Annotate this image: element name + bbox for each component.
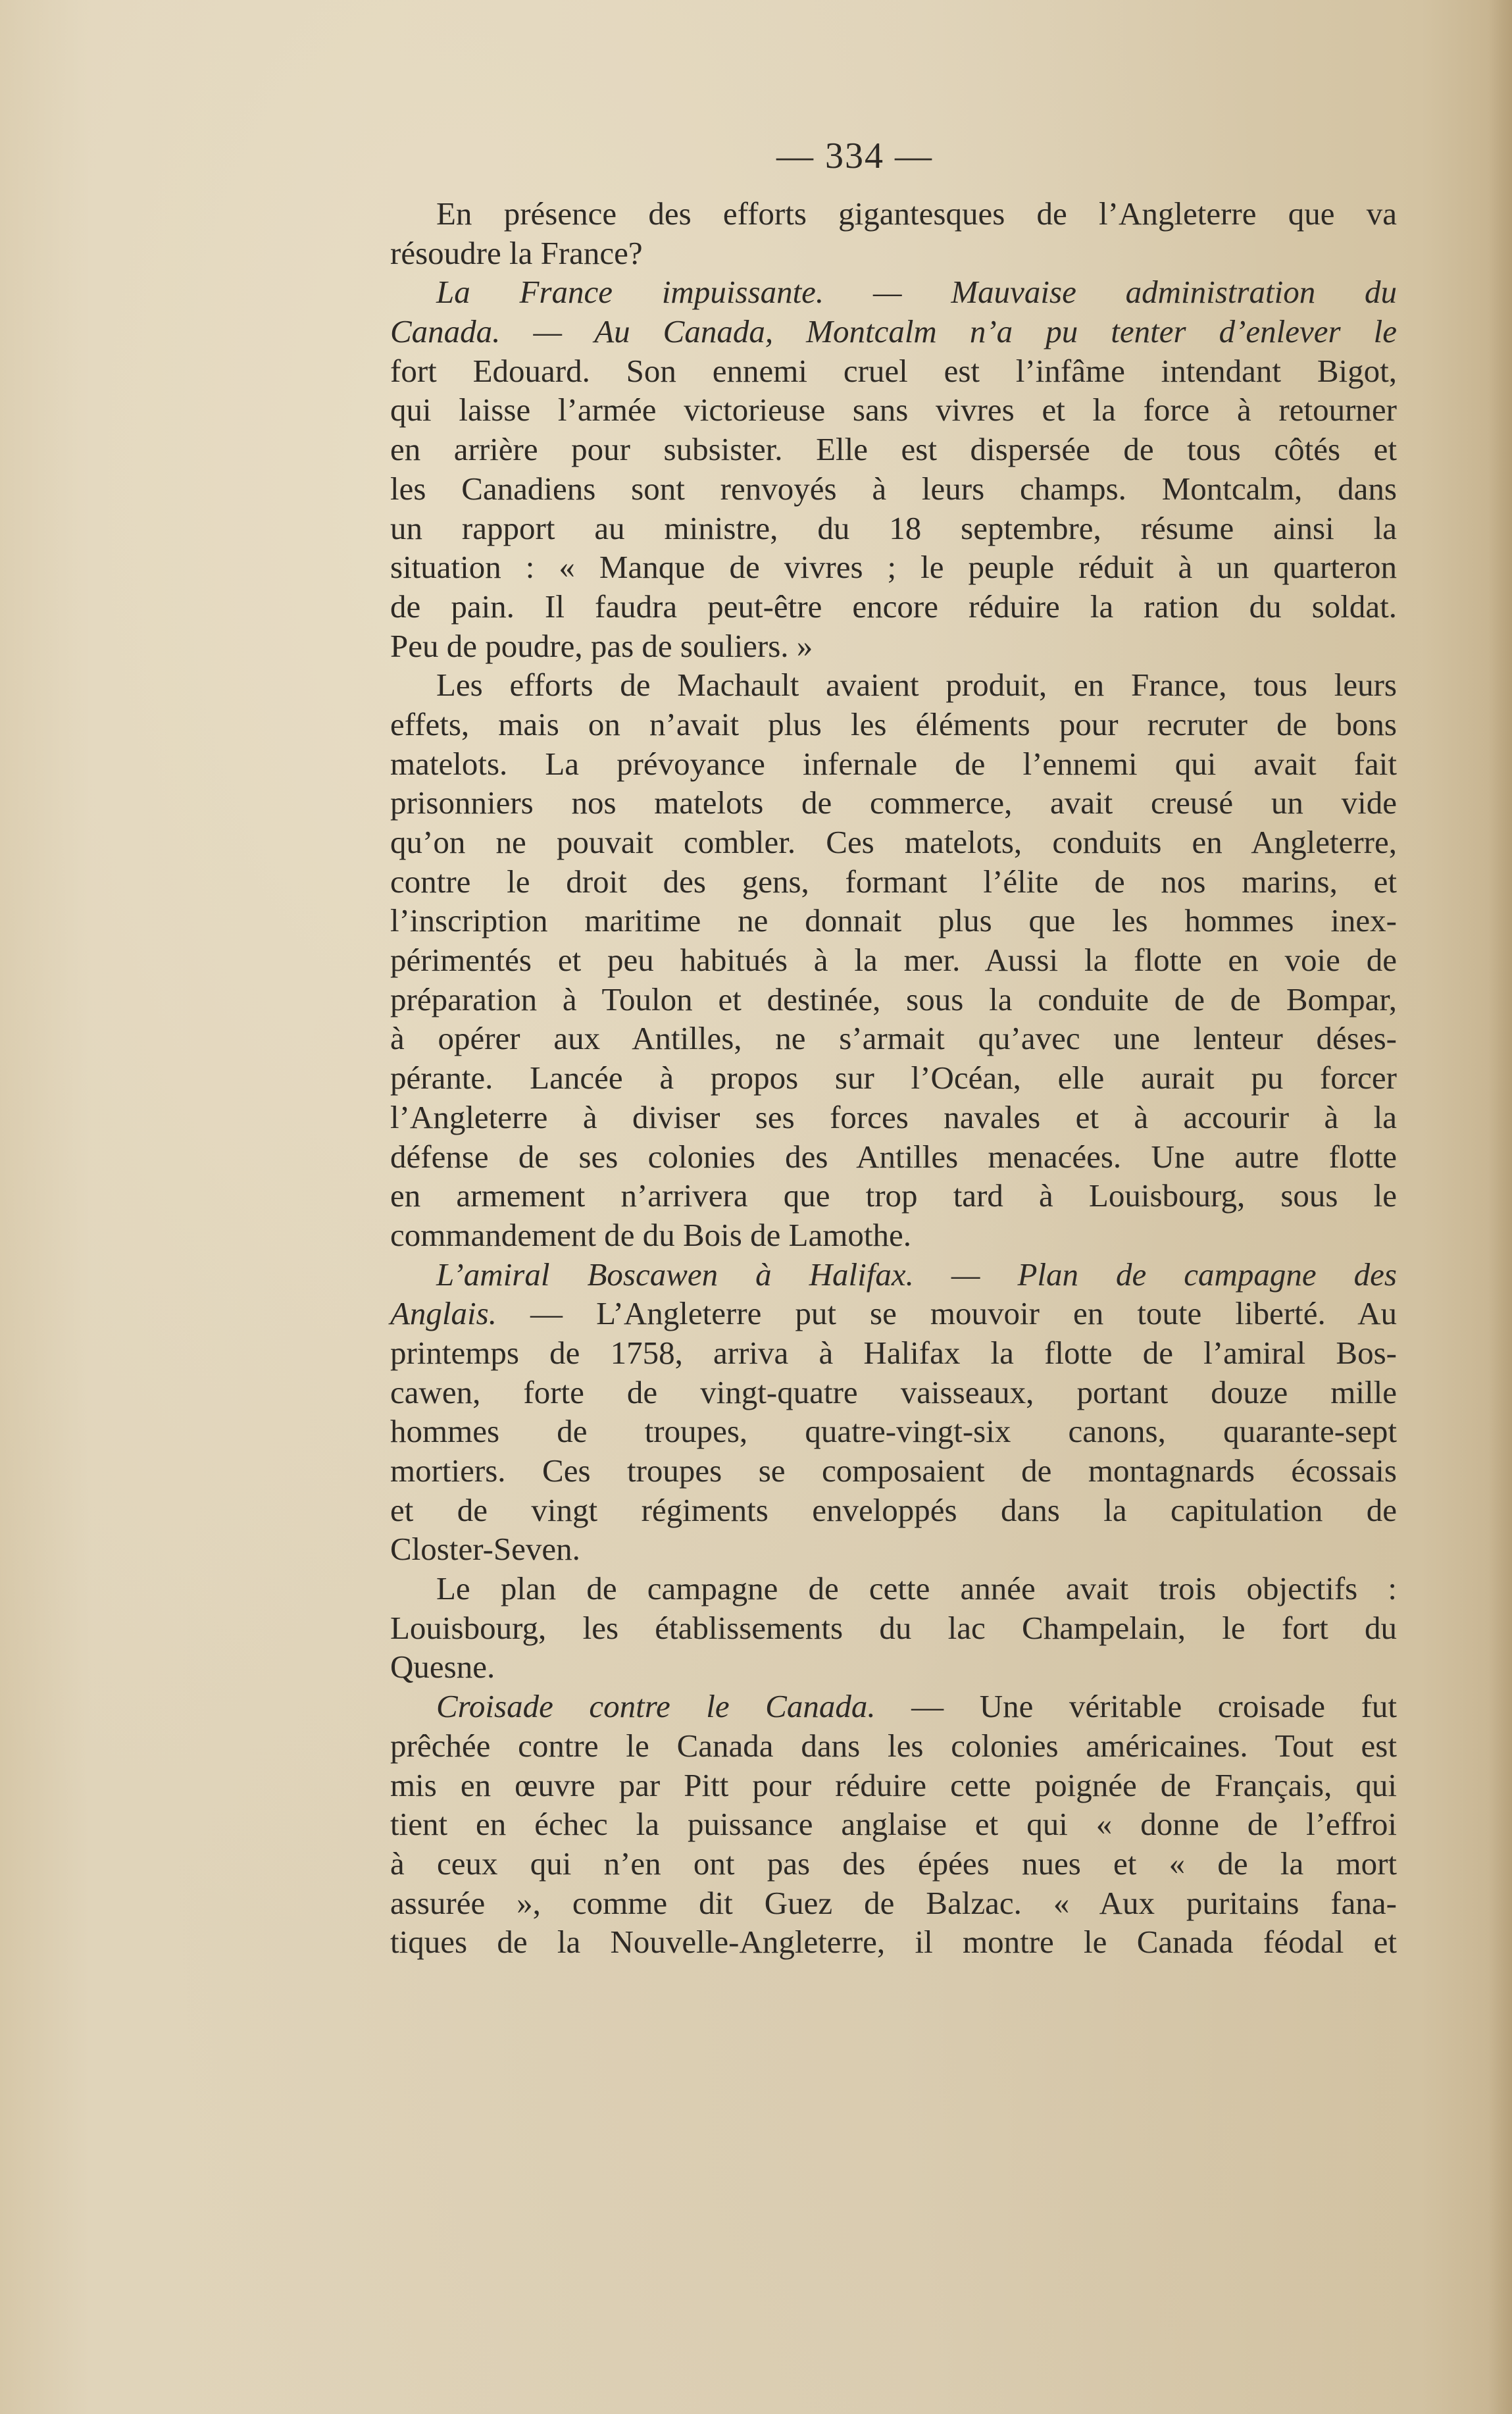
text-line: pérante. Lancée à propos sur l’Océan, elle aurait pu forcer [390, 1060, 1397, 1096]
section-heading-fragment: Croisade contre le Canada. [436, 1688, 876, 1725]
text-fragment: — L’Angleterre put se mouvoir en toute liberté. Au [496, 1295, 1397, 1332]
text-line: qui laisse l’armée victorieuse sans vivres et la force à retourner [390, 392, 1397, 428]
text-line: les Canadiens sont renvoyés à leurs champs. Montcalm, dans [390, 470, 1397, 507]
text-line [390, 1294, 1397, 1333]
page-edge-shadow [1488, 0, 1512, 2414]
text-line: Les efforts de Machault avaient produit, en France, tous leurs [436, 667, 1397, 704]
text-line: tient en échec la puissance anglaise et qui « donne de l’effroi [390, 1806, 1397, 1843]
text-line: situation : « Manque de vivres ; le peuple réduit à un quarteron [390, 549, 1397, 586]
text-line: tiques de la Nouvelle-Angleterre, il montre le Canada féodal et [390, 1924, 1397, 1961]
text-line: mis en œuvre par Pitt pour réduire cette poignée de Français, qui [390, 1766, 1397, 1803]
text-line: un rapport au ministre, du 18 septembre, résume ainsi la [390, 509, 1397, 546]
text-line: commandement de du Bois de Lamothe. [390, 1216, 911, 1253]
text-line [390, 1687, 1397, 1726]
text-line: prisonniers nos matelots de commerce, avait creusé un vide [390, 784, 1397, 821]
section-heading-fragment: Anglais. [390, 1295, 497, 1332]
text-line: Louisbourg, les établissements du lac Champelain, le fort du [390, 1609, 1397, 1646]
text-line [390, 312, 1397, 351]
text-line: Quesne. [390, 1649, 495, 1685]
text-line: En présence des efforts gigantesques de l’Angleterre que va [436, 195, 1397, 232]
text-line: de pain. Il faudra peut-être encore réduire la ration du soldat. [390, 588, 1397, 625]
text-line: l’inscription maritime ne donnait plus que les hommes inex- [390, 902, 1397, 939]
text-fragment: — Une véritable croisade fut [875, 1688, 1397, 1725]
text-line: en arrière pour subsister. Elle est dispersée de tous côtés et [390, 431, 1397, 468]
text-line: et de vingt régiments enveloppés dans la capitulation de [390, 1491, 1397, 1528]
text-line: qu’on ne pouvait combler. Ces matelots, conduits en Angleterre, [390, 824, 1397, 860]
text-line: à ceux qui n’en ont pas des épées nues et « de la mort [390, 1845, 1397, 1882]
text-line: mortiers. Ces troupes se composaient de montagnards écossais [390, 1452, 1397, 1489]
text-block [390, 194, 1397, 1962]
text-line: assurée », comme dit Guez de Balzac. « Aux puritains fana- [390, 1884, 1397, 1921]
text-line: contre le droit des gens, formant l’élite de nos marins, et [390, 863, 1397, 900]
text-line: l’Angleterre à diviser ses forces navales et à accourir à la [390, 1098, 1397, 1135]
text-line: cawen, forte de vingt-quatre vaisseaux, portant douze mille [390, 1374, 1397, 1410]
text-line: Le plan de campagne de cette année avait trois objectifs : [436, 1570, 1397, 1607]
text-line: printemps de 1758, arriva à Halifax la flotte de l’amiral Bos- [390, 1334, 1397, 1371]
text-line: à opérer aux Antilles, ne s’armait qu’avec une lenteur déses- [390, 1020, 1397, 1057]
text-line: matelots. La prévoyance infernale de l’ennemi qui avait fait [390, 745, 1397, 782]
text-line: Closter-Seven. [390, 1531, 580, 1568]
text-line: défense de ses colonies des Antilles menacées. Une autre flotte [390, 1138, 1397, 1175]
text-line: prêchée contre le Canada dans les colonies américaines. Tout est [390, 1727, 1397, 1764]
text-line: périmentés et peu habitués à la mer. Aussi la flotte en voie de [390, 942, 1397, 979]
text-line: fort Edouard. Son ennemi cruel est l’infâme intendant Bigot, [390, 352, 1397, 389]
text-line: en armement n’arrivera que trop tard à Louisbourg, sous le [390, 1177, 1397, 1214]
text-line: hommes de troupes, quatre-vingt-six canons, quarante-sept [390, 1413, 1397, 1450]
section-heading-line: La France impuissante. — Mauvaise administration du [436, 274, 1397, 311]
text-line: Peu de poudre, pas de souliers. » [390, 627, 813, 664]
page-number: — 334 — [776, 136, 933, 176]
text-line: effets, mais on n’avait plus les éléments pour recruter de bons [390, 706, 1397, 742]
text-line: préparation à Toulon et destinée, sous la conduite de de Bompar, [390, 981, 1397, 1017]
text-line: résoudre la France? [390, 234, 643, 271]
section-heading-line: L’amiral Boscawen à Halifax. — Plan de campagne des [436, 1256, 1397, 1293]
section-heading-fragment: Canada. — Au Canada, Montcalm n’a pu tenter d’enlever le [390, 313, 1397, 350]
